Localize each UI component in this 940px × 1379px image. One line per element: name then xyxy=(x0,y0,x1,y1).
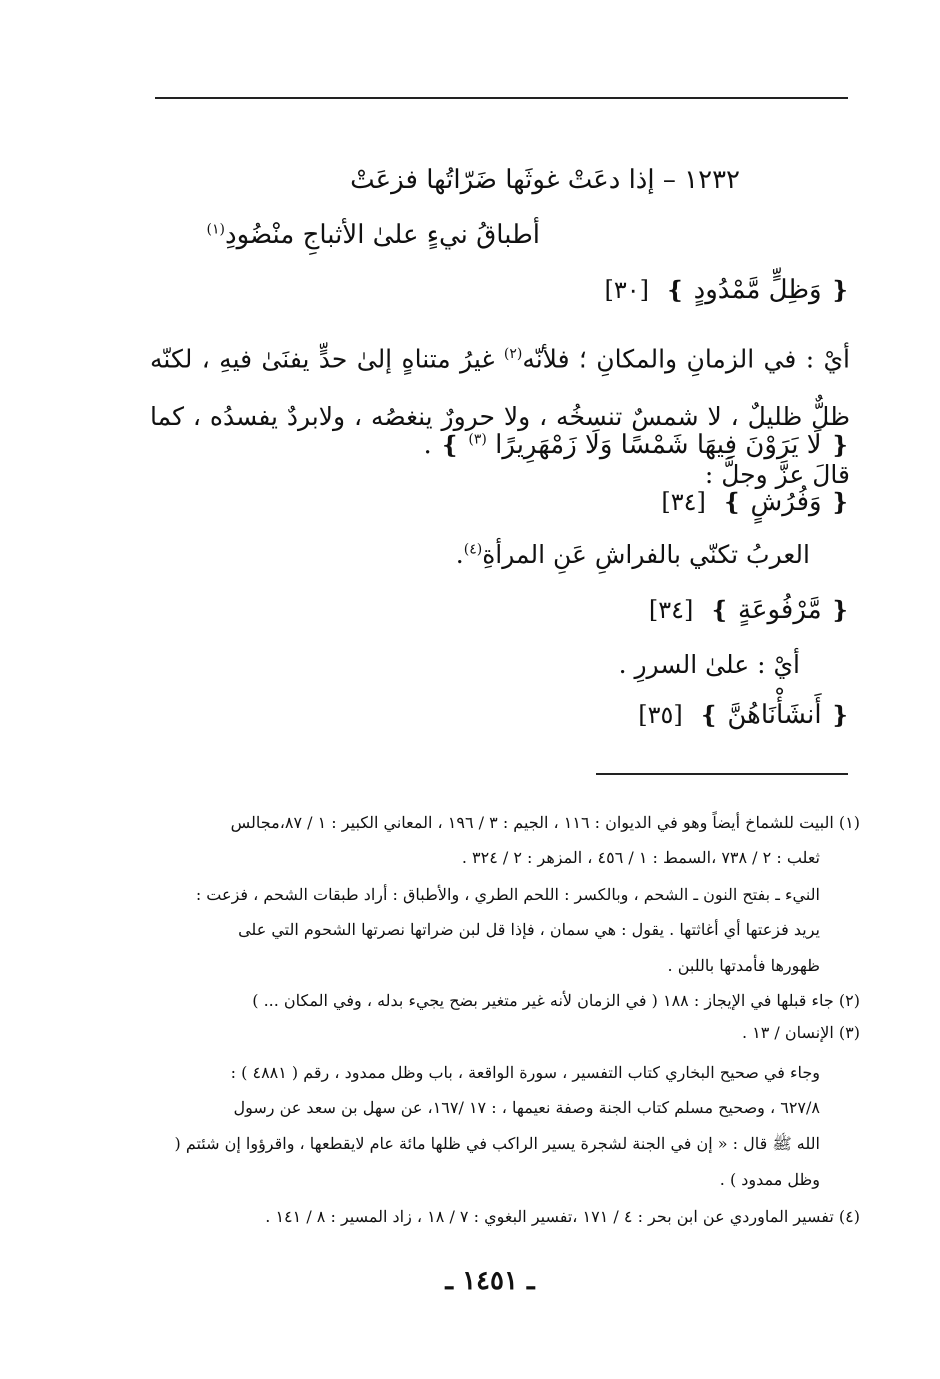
quran-line-1 xyxy=(605,275,851,305)
poem-verse-first-hemistich: ١٢٣٢ – إذا دعَتْ غوثَها ضَرّاتُها فزعَتْ xyxy=(350,165,740,195)
quran-text: أَنشَأْنَاهُنَّ xyxy=(727,700,822,730)
quran-line-2 xyxy=(423,430,850,460)
footnote-3-line-3: ٦٢٧/٨ ، وصحيح مسلم كتاب الجنة وصفة نعيمها ، : ١٧ /١٦٧، عن سهل بن سعد عن رسول xyxy=(233,1098,820,1117)
footnote-1-line-4: يريد فزعتها أي أغاثتها . يقول : هي سمان ، فإذا قل لبن ضراتها نصرتها الشحوم التي على xyxy=(238,920,820,939)
gloss-line-3 xyxy=(456,540,810,569)
commentary-paragraph xyxy=(150,325,850,504)
footnote-2: (٢) جاء قبلها في الإيجاز : ١٨٨ ( في الزمان لأنه غير متغير بضح يجيء بدله ، وفي المكان ... ) xyxy=(252,991,860,1010)
quran-text: وَظِلٍّ مَّمْدُودٍ xyxy=(693,275,822,305)
quran-line-4 xyxy=(649,595,850,625)
ornate-bracket-close: ❵ xyxy=(722,488,743,516)
poem-verse-second-hemistich xyxy=(207,220,540,250)
footnote-3-line-4: الله ﷺ قال : « إن في الجنة لشجرة يسير الراكب في ظلها مائة عام لايقطعها ، واقرؤوا إن شئتم ( xyxy=(174,1134,820,1153)
ornate-bracket-close: ❵ xyxy=(709,596,730,624)
footnote-marker: (٤) xyxy=(463,541,483,558)
footnote-3-line-1: (٣) الإنسان / ١٣ . xyxy=(741,1023,860,1042)
ornate-bracket-close: ❵ xyxy=(699,701,720,729)
gloss-line-4: أيْ : علىٰ السررِ . xyxy=(618,650,800,679)
para-text-b: غيرُ متناهٍ إلىٰ حدٍّ يفنَىٰ فيهِ ، لكنّه ظلٌّ ظليلٌ ، لا شمسٌ تنسخُه ، ولا حرورٌ ينغصُه ، ولابردٌ يفسدُه ، كما قالَ عزَّ وجلَّ : xyxy=(150,344,850,490)
sentence-end: . xyxy=(423,430,441,460)
footnote-1-line-5: ظهورها فأمدتها باللبن . xyxy=(667,956,820,975)
footnote-marker: (٢) xyxy=(503,346,523,362)
footnote-marker: (٣) xyxy=(468,431,487,448)
quran-text: لَا يَرَوْنَ فِيهَا شَمْسًا وَلَا زَمْهَرِيرًا xyxy=(495,430,822,460)
gloss-text: العربُ تكنّي بالفراشِ عَنِ المرأةِ xyxy=(482,540,810,569)
footnote-marker: (١) xyxy=(206,221,225,238)
quran-text: مَّرْفُوعَةٍ xyxy=(738,595,822,625)
para-text-a: أيْ : في الزمانِ والمكانِ ؛ فلأنّه xyxy=(522,344,851,374)
sentence-end: . xyxy=(455,540,464,569)
footnote-3-line-5: وظل ممدود ) . xyxy=(719,1170,820,1189)
verse-ref: [٣٠] xyxy=(604,276,650,304)
verse-ref: [٣٤] xyxy=(648,596,694,624)
header-rule xyxy=(155,97,848,99)
footnote-1-line-3: النيء ـ بفتح النون ـ الشحم ، وبالكسر : اللحم الطري ، والأطباق : أراد طبقات الشحم ، فزعت : xyxy=(195,885,820,904)
ornate-bracket-close: ❵ xyxy=(440,431,461,459)
footnote-1-line-1: (١) البيت للشماخ أيضاً وهو في الديوان : ١١٦ ، الجيم : ٣ / ١٩٦ ، المعاني الكبير : ١ / ٨٧،مجالس xyxy=(230,813,860,832)
footnote-1-line-2: ثعلب : ٢ / ٧٣٨ ،السمط : ١ / ٤٥٦ ، المزهر : ٢ / ٣٢٤ . xyxy=(461,848,820,867)
ornate-bracket-open: ❴ xyxy=(829,276,850,304)
ornate-bracket-open: ❴ xyxy=(829,701,850,729)
verse-ref: [٣٤] xyxy=(661,488,706,516)
footnote-3-line-2: وجاء في صحيح البخاري كتاب التفسير ، سورة الواقعة ، باب وظل ممدود ، رقم ( ٤٨٨١ ) : xyxy=(230,1063,820,1082)
ornate-bracket-close: ❵ xyxy=(665,276,686,304)
ornate-bracket-open: ❴ xyxy=(829,431,850,459)
footnote-4: (٤) تفسير الماوردي عن ابن بحر : ٤ / ١٧١ ،تفسير البغوي : ٧ / ١٨ ، زاد المسير : ٨ / ١٤١ . xyxy=(265,1207,860,1226)
verse-text: أطباقُ نيءٍ علىٰ الأثباجِ منْضُودِ xyxy=(224,220,540,250)
footnote-separator xyxy=(596,773,848,775)
quran-text: وَفُرُشٍ xyxy=(750,487,822,517)
verse-ref: [٣٥] xyxy=(638,701,683,729)
ornate-bracket-open: ❴ xyxy=(829,596,850,624)
quran-line-5 xyxy=(638,700,850,730)
page-number: ـ ١٤٥١ ـ xyxy=(445,1266,535,1296)
ornate-bracket-open: ❴ xyxy=(829,488,850,516)
quran-line-3 xyxy=(661,487,850,517)
